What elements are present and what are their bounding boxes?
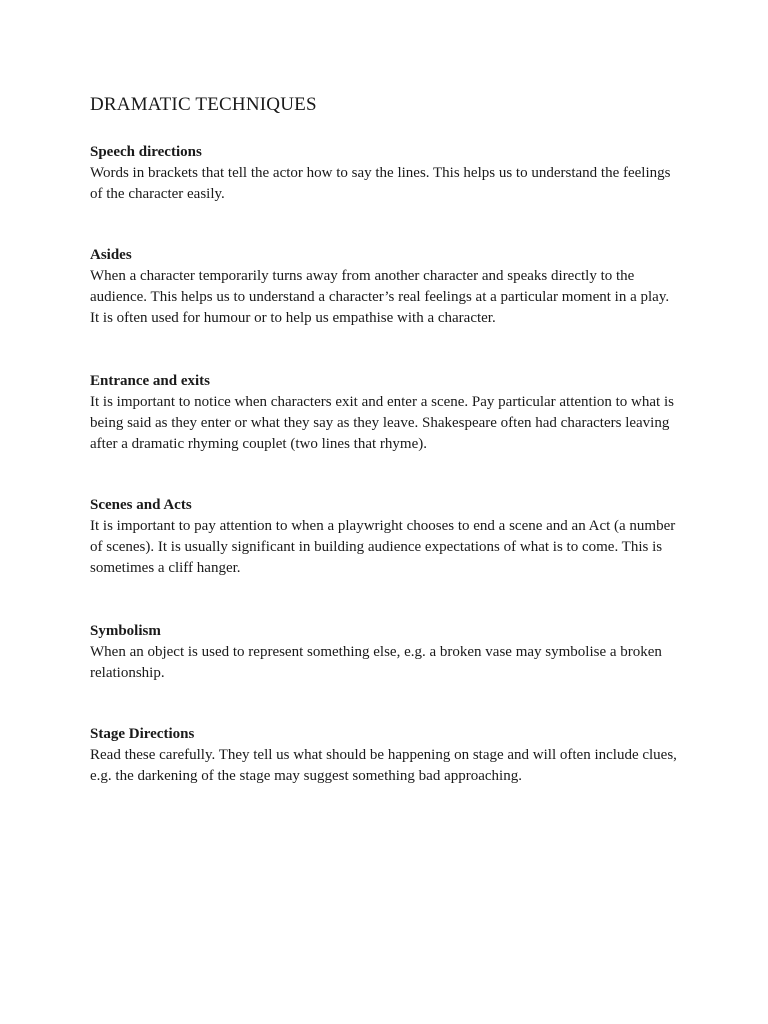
section-heading: Scenes and Acts xyxy=(90,497,192,513)
section-body: Read these carefully. They tell us what should be happening on stage and will often include clues, e.g. the darkening of the stage may suggest something bad approaching. xyxy=(90,747,677,784)
section-heading: Speech directions xyxy=(90,144,202,160)
section-heading: Stage Directions xyxy=(90,726,195,742)
section-scenes-and-acts xyxy=(90,495,680,579)
section-entrance-and-exits xyxy=(90,371,680,455)
section-asides xyxy=(90,245,680,329)
section-body: When an object is used to represent something else, e.g. a broken vase may symbolise a broken relationship. xyxy=(90,644,662,681)
section-heading: Asides xyxy=(90,247,132,263)
section-symbolism xyxy=(90,621,680,684)
section-body: When a character temporarily turns away from another character and speaks directly to the audience. This helps us to understand a character’s real feelings at a particular moment in a play. It is often used for humour or to help us empathise with a character. xyxy=(90,268,670,326)
section-body: It is important to notice when characters exit and enter a scene. Pay particular attention to what is being said as they enter or what they say as they leave. Shakespeare often had characters leaving after a dramatic rhyming couplet (two lines that rhyme). xyxy=(90,394,674,452)
section-speech-directions xyxy=(90,142,680,205)
section-body: Words in brackets that tell the actor how to say the lines. This helps us to understand the feelings of the character easily. xyxy=(90,165,671,202)
section-body: It is important to pay attention to when a playwright chooses to end a scene and an Act (a number of scenes). It is usually significant in building audience expectations of what is to come. This is sometimes a cliff hanger. xyxy=(90,518,676,576)
section-stage-directions xyxy=(90,724,680,787)
section-heading: Symbolism xyxy=(90,623,161,639)
document-page xyxy=(90,92,680,787)
document-title: DRAMATIC TECHNIQUES xyxy=(90,94,317,115)
section-heading: Entrance and exits xyxy=(90,373,210,389)
